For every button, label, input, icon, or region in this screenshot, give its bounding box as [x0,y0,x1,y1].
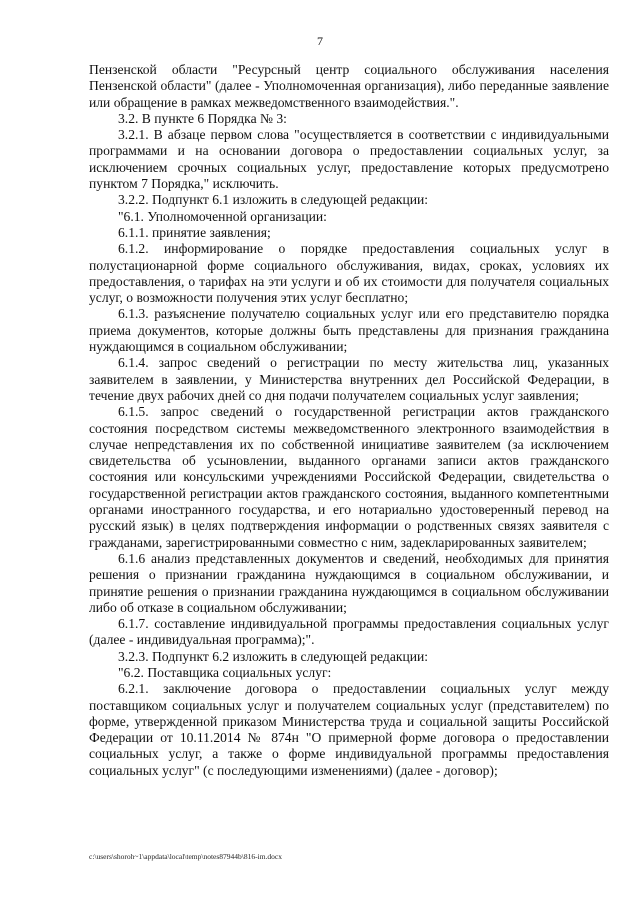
paragraph: 6.1.7. составление индивидуальной программы предоставления социальных услуг (далее - индивидуальная программа);". [89,616,609,648]
paragraph: 6.1.3. разъяснение получателю социальных услуг или его представителю порядка приема документов, которые должны быть представлены для признания гражданина нуждающимся в социальном обслуживании; [89,306,609,355]
paragraph: 6.1.2. информирование о порядке предоставления социальных услуг в полустационарной форме социального обслуживания, видах, сроках, условиях их предоставления, о тарифах на эти услуги и об их стоимости для получателя социальных услуг, о возможности получения этих услуг бесплатно; [89,241,609,306]
paragraph: 6.1.4. запрос сведений о регистрации по месту жительства лиц, указанных заявителем в заявлении, у Министерства внутренних дел Российской Федерации, в течение двух рабочих дней со дня подачи получателем социальных услуг заявления; [89,355,609,403]
paragraph: 6.2.1. заключение договора о предоставлении социальных услуг между поставщиком социальных услуг и получателем социальных услуг (представителем) по форме, утвержденной приказом Министерства труда и социальной защиты Российской Федерации от 10.11.2014 № 874н "О примерной форме договора о предоставлении социальных услуг, а также о форме индивидуальной программы предоставления социальных услуг" (с последующими изменениями) (далее - договор); [89,681,609,778]
document-body [89,62,609,779]
paragraph: 3.2.3. Подпункт 6.2 изложить в следующей редакции: [118,648,429,664]
paragraph: 3.2. В пункте 6 Порядка № 3: [118,110,287,126]
page-number: 7 [317,34,323,48]
paragraph: "6.1. Уполномоченной организации: [118,208,327,224]
paragraph: 6.1.6 анализ представленных документов и сведений, необходимых для принятия решения о признании гражданина нуждающимся в социальном обслуживании, и принятие решения о признании гражданина нуждающимся в социальном обслуживании либо об отказе в социальном обслуживании; [89,550,609,615]
paragraph: Пензенской области "Ресурсный центр социального обслуживания населения Пензенской области" (далее - Уполномоченная организация), либо переданные заявление или обращение в рамках межведомственного взаимодействия.". [89,62,609,110]
paragraph: "6.2. Поставщика социальных услуг: [118,664,332,680]
footer-file-path: c:\users\shoroh~1\appdata\local\temp\notes87944b\816-im.docx [89,852,282,861]
paragraph: 3.2.2. Подпункт 6.1 изложить в следующей редакции: [118,192,429,208]
paragraph: 6.1.5. запрос сведений о государственной регистрации актов гражданского состояния посредством системы межведомственного электронного взаимодействия в случае непредставления их по собственной инициативе заявителем (за исключением свидетельства об усыновлении, выданного органами записи актов гражданского состояния или консульскими учреждениями Российской Федерации, свидетельства о государственной регистрации актов гражданского состояния, выданного компетентными органами иностранного государства, и его нотариально удостоверенный перевод на русский язык) в целях подтверждения информации о родственных связях заявителя с гражданами, зарегистрированными совместно с ним, задекларированных заявителем; [89,404,609,550]
paragraph: 3.2.1. В абзаце первом слова "осуществляется в соответствии с индивидуальными программами и на основании договора о предоставлении социальных услуг, за исключением срочных социальных услуг, предоставление которых предусмотрено пунктом 7 Порядка," исключить. [89,127,609,192]
paragraph: 6.1.1. принятие заявления; [118,224,271,240]
